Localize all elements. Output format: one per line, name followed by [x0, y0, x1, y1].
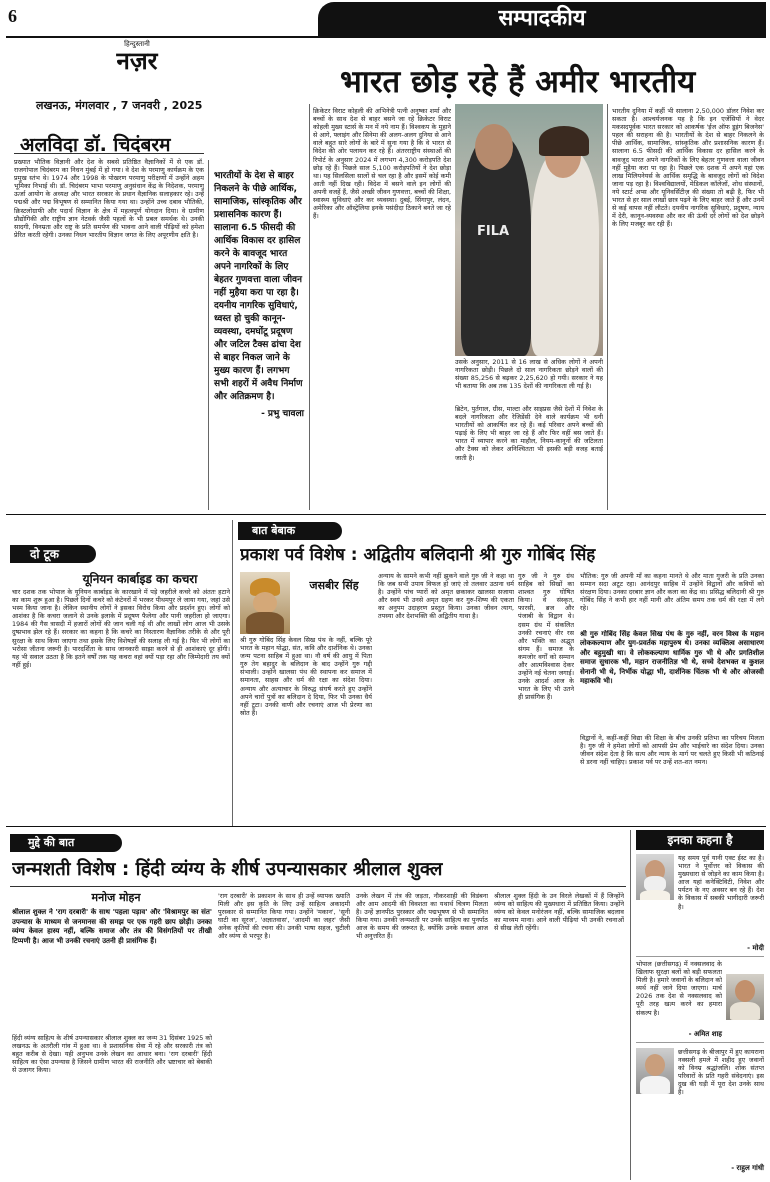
mudde-label: मुद्दे की बात	[10, 834, 122, 852]
section-banner	[318, 2, 766, 36]
photo-amit-shah	[726, 974, 764, 1020]
photo-gobind-singh	[240, 572, 290, 634]
pull-quote-author: - प्रभु चावला	[261, 409, 304, 419]
bebak-headline: प्रकाश पर्व विशेष : अद्वितीय बलिदानी श्री गुरु गोबिंद सिंह	[240, 545, 596, 565]
do-took-text: चार दशक तक भोपाल के यूनियन कार्बाइड के कारखाने में पड़े जहरीले कचरे को अंततः हटाने का काम शुरू हुआ है। पिछले दिनों कचरे को कंटेनरों में भरकर पीथमपुर ले जाया गया, जहां उसे भस्म किया जाना है। लेकिन स्थानीय लोगों ने इसका विरोध किया और प्रदर्शन हुए। लोगों को आशंका है कि कचरा जलाने से उनके इलाके में प्रदूषण फैलेगा और पानी जहरीला हो जाएगा। 1984 की गैस त्रासदी में हजारों लोगों की जान चली गई थी और लाखों लोग आज भी उसके दुष्प्रभाव झेल रहे हैं। सरकार का कहना है कि कचरे का निस्तारण वैज्ञानिक तरीके से और पूरी सुरक्षा के साथ किया जाएगा तथा इसके लिए विशेषज्ञों की सलाह ली गई है। फिर भी लोगों का भरोसा जीतना जरूरी है। पारदर्शिता के साथ जानकारी साझा करने से ही आशंकाएं दूर होंगी। यह भी सवाल उठता है कि इतने वर्षों तक यह कचरा वहां क्यों पड़ा रहा और जिम्मेदारी तय क्यों नहीं हुई।	[12, 588, 230, 669]
quote-3-text: छत्तीसगढ़ के बीजापुर में हुए कायराना नक्सली हमले में शहीद हुए जवानों को विनम्र श्रद्धांजलि। शोक संतप्त परिवारों के प्रति गहरी संवेदनाएं। इस दुख की घड़ी में पूरा देश उनके साथ है।	[678, 1048, 764, 1097]
do-took-headline: यूनियन कार्बाइड का कचरा	[82, 572, 198, 586]
quotes-label: इनका कहना है	[636, 830, 764, 850]
photo-cricket-couple: FILA	[455, 104, 603, 356]
mudde-intro: श्रीलाल शुक्ल ने 'राग दरबारी' के साथ 'पहला पड़ाव' और 'विश्रामपुर का संत' उपन्यास के माध्यम से जनमानस की समझ पर एक गहरी छाप छोड़ी। उनका व्यंग्य केवल हास्य नहीं, बल्कि समाज और तंत्र की विसंगतियों पर तीखी टिप्पणी है। आज भी उनकी रचनाएं उतनी ही प्रासंगिक हैं।	[12, 908, 212, 945]
bebak-text-d: भौतिक: गुरु जी अपनी माँ का कहना मानते थे और माता गुजरी के प्रति उनका सम्मान सदा अटूट रहा। आनंदपुर साहिब में उन्होंने विद्वानों और कवियों को संरक्षण दिया। उनका दरबार ज्ञान और कला का केंद्र था। प्रसिद्ध बलिदानी श्री गुरु गोबिंद सिंह ने कभी हार नहीं मानी और अंतिम समय तक धर्म की रक्षा में लगे रहे।	[580, 572, 764, 613]
lead-headline: भारत छोड़ रहे हैं अमीर भारतीय	[340, 64, 696, 100]
mudde-headline: जन्मशती विशेष : हिंदी व्यंग्य के शीर्ष उपन्यासकार श्रीलाल शुक्ल	[12, 859, 443, 880]
section-title: सम्पादकीय	[498, 6, 586, 31]
quote-1-author: - मोदी	[747, 944, 764, 952]
masthead-small: हिन्दुस्तानी	[124, 40, 150, 48]
dateline: लखनऊ, मंगलवार , 7 जनवरी , 2025	[36, 99, 203, 112]
obit-headline: अलविदा डॉ. चिदंबरम	[20, 134, 171, 156]
quote-2-text: भोपाल (छत्तीसगढ़) में नक्सलवाद के खिलाफ सुरक्षा बलों को बड़ी सफलता मिली है। हमारे जवानों के बलिदान को व्यर्थ नहीं जाने दिया जाएगा। मार्च 2026 तक देश से नक्सलवाद को पूरी तरह खत्म करने का हमारा संकल्प है।	[636, 960, 722, 1017]
bebak-text-b: अन्याय के सामने कभी नहीं झुकने वाले गुरु जी ने कहा था कि जब सभी उपाय विफल हो जाएं तो तलवार उठाना धर्म है। उन्होंने पांच प्यारों को अमृत छकाकर खालसा सजाया और स्वयं भी उनसे अमृत ग्रहण कर गुरु-शिष्य की एकता का अनुपम उदाहरण प्रस्तुत किया। उनका जीवन त्याग, तपस्या और देशभक्ति की अद्वितीय गाथा है।	[378, 572, 514, 621]
mudde-author: मनोज मोहन	[91, 891, 141, 904]
lead-col-c: भारतीय दुनिया में कहीं भी सालाना 2,50,000 डॉलर निवेश कर सकता है। आश्चर्यजनक यह है कि इन एजेंसियों ने वेदर मकसदपूर्वक भारत सरकार को आकर्षक 'ईज ऑफ डूइंग बिजनेस' पहल की सराहना की है। भारतीयों के देश से बाहर निकलने के पीछे आर्थिक, सामाजिक, सांस्कृतिक और प्रशासनिक कारण हैं। सालाना 6.5 फीसदी की आर्थिक विकास दर हासिल करने के बावजूद भारत अपने नागरिकों के लिए बेहतर गुणवत्ता वाला जीवन नहीं मुहैया करा पा रहा है। पिछले एक दशक में अपने यहां एक लाख मिलियनेयर्स के आर्थिक समृद्धि के बावजूद लोगों को विदेश जाना पड़ रहा है। विश्वविद्यालयों, मेडिकल कॉलेजों, शोध संस्थानों, नये स्टार्ट अप्स और यूनिवर्सिटीज़ की संख्या तो बढ़ी है, फिर भी भारत से हर साल लाखों छात्र पढ़ने के लिए बाहर जाते हैं और उनमें से कई वापस नहीं लौटते। दयनीय नागरिक सुविधाएं, प्रदूषण, न्याय में देरी, कानून-व्यवस्था और कर की ऊंची दरें लोगों को देश छोड़ने के लिए मजबूर कर रही हैं।	[612, 107, 764, 229]
lead-col-b: ब्रिटेन, पुर्तगाल, ग्रीस, माल्टा और साइप्रस जैसे देशों में निवेश के बदले नागरिकता और रेजिडेंसी देने वाले कार्यक्रम भी धनी भारतीयों को आकर्षित कर रहे हैं। कई परिवार अपने बच्चों की पढ़ाई के लिए भी बाहर जा रहे हैं और फिर वहीं बस जाते हैं। भारत में व्यापार करने का माहौल, नियम-कानूनों की जटिलता और टैक्स को लेकर अनिश्चितता भी इसकी बड़ी वजह बताई जाती है।	[455, 405, 603, 462]
bebak-highlight: श्री गुरु गोबिंद सिंह केवल सिख पंथ के गुरु नहीं, वरन विश्व के महान लोककल्याण और युग-प्रवर्तक महापुरुष थे। उनका व्यक्तित्व असाधारण और बहुमुखी था। वे लोककल्याण धार्मिक गुरु भी थे और प्रगतिशील समाज सुधारक भी, महान राजनीतिज्ञ भी थे, सच्चे देशभक्त व कुशल सेनानी भी थे, निर्भीक योद्धा भी, दार्शनिक चिंतक भी थे और ओजस्वी महाकवि भी।	[580, 630, 764, 686]
obit-text: प्रख्यात भौतिक विज्ञानी और देश के सबसे प्रतिष्ठित वैज्ञानिकों में से एक डॉ. राजगोपाल चिदंबरम का निधन मुंबई में हो गया। वे देश के परमाणु कार्यक्रम के एक प्रमुख स्तंभ थे। 1974 और 1998 के पोखरण परमाणु परीक्षणों में उन्होंने अहम भूमिका निभाई थी। डॉ. चिदंबरम भाभा परमाणु अनुसंधान केंद्र के निदेशक, परमाणु ऊर्जा आयोग के अध्यक्ष और भारत सरकार के प्रधान वैज्ञानिक सलाहकार रहे। उन्हें पद्मश्री और पद्म विभूषण से सम्मानित किया गया था। उन्होंने उच्च दबाव भौतिकी, क्रिस्टलोग्राफी और पदार्थ विज्ञान के क्षेत्र में महत्वपूर्ण योगदान दिया। वे ग्रामीण प्रौद्योगिकी और राष्ट्रीय ज्ञान नेटवर्क जैसी पहलों के भी प्रबल समर्थक थे। उनकी सादगी, विनम्रता और राष्ट्र के प्रति समर्पण की भावना आने वाली पीढ़ियों को हमेशा प्रेरित करती रहेगी। उनका निधन भारतीय विज्ञान जगत के लिए अपूरणीय क्षति है।	[14, 158, 204, 239]
quote-1-text: यह समय पूर्व यानी एक्ट ईस्ट का है। भारत ने पूर्वोत्तर को विकास की मुख्यधारा से जोड़ने का काम किया है। आज यहां कनेक्टिविटी, निवेश और पर्यटन के नए अवसर बन रहे हैं। देश के विकास में सबकी भागीदारी जरूरी है।	[678, 854, 764, 911]
page-number: 6	[8, 6, 17, 26]
mudde-text-b: 'राग दरबारी' के प्रकाशन के साथ ही उन्हें व्यापक ख्याति मिली और इस कृति के लिए उन्हें साहित्य अकादमी पुरस्कार से सम्मानित किया गया। उन्होंने 'मकान', 'सूनी घाटी का सूरज', 'अज्ञातवास', 'आदमी का जहर' जैसी अनेक कृतियों की रचना की। उनकी भाषा सहज, चुटीली और व्यंग्य से भरपूर है।	[218, 892, 350, 941]
mudde-text-a: हिंदी व्यंग्य साहित्य के शीर्ष उपन्यासकार श्रीलाल शुक्ल का जन्म 31 दिसंबर 1925 को लखनऊ के अतरौली गांव में हुआ था। वे प्रशासनिक सेवा में रहे और सरकारी तंत्र को बहुत करीब से देखा। यही अनुभव उनके लेखन का आधार बना। 'राग दरबारी' हिंदी साहित्य का ऐसा उपन्यास है जिसने ग्रामीण भारत की राजनीति और भ्रष्टाचार को बेबाकी से उजागर किया।	[12, 1034, 212, 1075]
mudde-text-d: श्रीलाल शुक्ल हिंदी के उन विरले लेखकों में हैं जिन्होंने व्यंग्य को साहित्य की मुख्यधारा में प्रतिष्ठित किया। उन्होंने व्यंग्य को केवल मनोरंजन नहीं, बल्कि सामाजिक बदलाव का माध्यम माना। आने वाली पीढ़ियां भी उनकी रचनाओं से सीख लेती रहेंगी।	[494, 892, 624, 933]
bebak-text-c: गुरु जी ने गुरु ग्रंथ साहिब को सिखों का शाश्वत गुरु घोषित किया। वे संस्कृत, फारसी, ब्रज और पंजाबी के विद्वान थे। दसम ग्रंथ में संकलित उनकी रचनाएं वीर रस और भक्ति का अद्भुत संगम हैं। समाज के कमजोर वर्गों को सम्मान और आत्मविश्वास देकर उन्होंने नई चेतना जगाई। उनके आदर्श आज के भारत के लिए भी उतने ही प्रासंगिक हैं।	[518, 572, 574, 702]
bebak-author: जसबीर सिंह	[309, 579, 359, 592]
masthead	[62, 40, 212, 73]
lead-photo-caption: उसके अनुसार, 2011 से 16 लाख से अधिक लोगों ने अपनी नागरिकता छोड़ी। पिछले दो साल नागरिकता छोड़ने वालों की संख्या 85,256 से बढ़कर 2,25,620 हो गयी। सरकार ने यह भी बताया कि अब तक 135 देशों की नागरिकता ली गई है।	[455, 358, 603, 391]
bebak-text-e: विद्वानों ने, कहीं-कहीं विद्या की शिक्षा के बीच उनकी प्रतिभा का परिचय मिलता है। गुरु जी ने हमेशा लोगों को आपसी प्रेम और भाईचारे का संदेश दिया। उनका जीवन संदेश देता है कि सत्य और न्याय के मार्ग पर चलते हुए किसी भी कठिनाई से डरना नहीं चाहिए। प्रकाश पर्व पर उन्हें शत-शत नमन।	[580, 734, 764, 767]
do-took-label: दो टूक	[10, 545, 96, 563]
bebak-text-a: श्री गुरु गोबिंद सिंह केवल सिख पंथ के नहीं, बल्कि पूरे भारत के महान योद्धा, संत, कवि और दार्शनिक थे। उनका जन्म पटना साहिब में हुआ था। नौ वर्ष की आयु में पिता गुरु तेग बहादुर के बलिदान के बाद उन्होंने गुरु गद्दी संभाली। उन्होंने खालसा पंथ की स्थापना कर समाज में समानता, साहस और धर्म की रक्षा का संदेश दिया। अन्याय और अत्याचार के विरुद्ध संघर्ष करते हुए उन्होंने अपने चारों पुत्रों का बलिदान दे दिया, फिर भी उनका धैर्य नहीं टूटा। उनकी वाणी और रचनाएं आज भी प्रेरणा का स्रोत हैं।	[240, 636, 372, 717]
pull-quote-text: भारतीयों के देश से बाहर निकलने के पीछे आर्थिक, सामाजिक, सांस्कृतिक और प्रशासनिक कारण हैं। सालाना 6.5 फीसदी की आर्थिक विकास दर हासिल करने के बावजूद भारत अपने नागरिकों के लिए बेहतर गुणवत्ता वाला जीवन नहीं मुहैया करा पा रहा है। दयनीय नागरिक सुविधाएं, ध्वस्त हो चुकी कानून-व्यवस्था, दमघोंटू प्रदूषण और जटिल टैक्स ढांचा देश से बाहर निकल जाने के मुख्य कारण हैं। लगभग सभी शहरों में अवैध निर्माण और अतिक्रमण है।	[214, 171, 303, 402]
mudde-text-c: उनके लेखन में तंत्र की जड़ता, नौकरशाही की विडंबना और आम आदमी की विवशता का यथार्थ चित्रण मिलता है। उन्हें ज्ञानपीठ पुरस्कार और पद्मभूषण से भी सम्मानित किया गया। उनकी जन्मशती पर उनके साहित्य का पुनर्पाठ आज के समय की जरूरत है, क्योंकि उनके सवाल आज भी अनुत्तरित हैं।	[356, 892, 488, 941]
photo-rahul-gandhi	[636, 1048, 674, 1094]
quote-3-author: - राहुल गांधी	[731, 1164, 764, 1172]
bebak-label: बात बेबाक	[238, 522, 342, 540]
masthead-name: नज़र	[116, 47, 158, 75]
photo-modi	[636, 854, 674, 900]
pull-quote	[214, 170, 304, 470]
lead-col-a: क्रिकेटर विराट कोहली की अभिनेत्री पत्नी अनुष्का शर्मा और बच्चों के साथ देश से बाहर बसने जा रहे क्रिकेटर विराट कोहली मुख्य स्टार्स के मन में नये नाम हैं। विश्वकप के मुहाने से आगे, फ्लाइंग और सिनेमा की अलग-अलग दुनिया से आने वाले बहुत सारे लोगों के बारे में सुना गया है कि वे भारत से विदेश की ओर पलायन कर रहे हैं। अंतरराष्ट्रीय संस्थाओं की रिपोर्ट के अनुसार 2024 में लगभग 4,300 करोड़पति देश छोड़ रहे हैं। पिछले साल 5,100 करोड़पतियों ने देश छोड़ा था। यह सिलसिला सालों से चल रहा है और इसमें कोई कमी आती नहीं दिख रही। विदेश में बसने वाले इन लोगों की अपनी वजहें हैं, जैसे अच्छी जीवन गुणवत्ता, बच्चों की शिक्षा, स्वास्थ्य सुविधाएं और कर व्यवस्था। दुबई, सिंगापुर, लंदन, अमेरिका और ऑस्ट्रेलिया इनके पसंदीदा ठिकाने बनते जा रहे हैं।	[313, 107, 451, 221]
quote-2-author: - अमित शाह	[688, 1030, 722, 1038]
